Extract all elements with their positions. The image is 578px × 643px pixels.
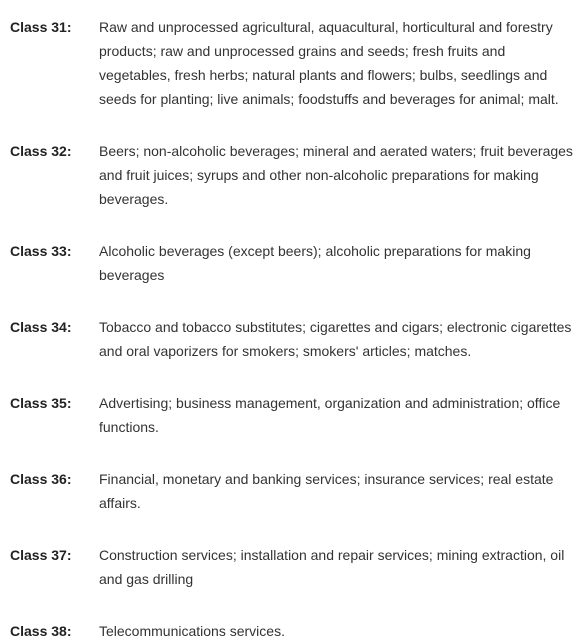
class-description: Telecommunications services. (99, 623, 285, 639)
class-row-32 (10, 139, 576, 211)
class-description: Tobacco and tobacco substitutes; cigarettes and cigars; electronic cigarettes and oral vaporizers for smokers; smokers' articles; matches. (99, 319, 572, 359)
class-label: Class 33: (10, 243, 72, 259)
class-list (10, 15, 576, 643)
class-row-34 (10, 315, 576, 363)
class-description: Construction services; installation and repair services; mining extraction, oil and gas drilling (99, 547, 565, 587)
class-description: Beers; non-alcoholic beverages; mineral and aerated waters; fruit beverages and fruit juices; syrups and other non-alcoholic preparations for making beverages. (99, 143, 573, 207)
class-row-31 (10, 15, 576, 111)
class-row-35 (10, 391, 576, 439)
class-label: Class 34: (10, 319, 72, 335)
class-label: Class 32: (10, 143, 72, 159)
class-description: Alcoholic beverages (except beers); alcoholic preparations for making beverages (99, 243, 531, 283)
class-row-33 (10, 239, 576, 287)
class-label: Class 31: (10, 19, 72, 35)
class-row-36 (10, 467, 576, 515)
class-label: Class 36: (10, 471, 72, 487)
class-label: Class 35: (10, 395, 72, 411)
class-description: Advertising; business management, organization and administration; office functions. (99, 395, 561, 435)
class-description: Financial, monetary and banking services; insurance services; real estate affairs. (99, 471, 554, 511)
class-label: Class 38: (10, 623, 72, 639)
class-description: Raw and unprocessed agricultural, aquacultural, horticultural and forestry products; raw and unprocessed grains and seeds; fresh fruits and vegetables, fresh herbs; natural plants and flowers; bulbs, seedlings and seeds for planting; live animals; foodstuffs and beverages for animal; malt. (99, 19, 559, 107)
class-label: Class 37: (10, 547, 72, 563)
class-row-38 (10, 619, 576, 643)
class-row-37 (10, 543, 576, 591)
